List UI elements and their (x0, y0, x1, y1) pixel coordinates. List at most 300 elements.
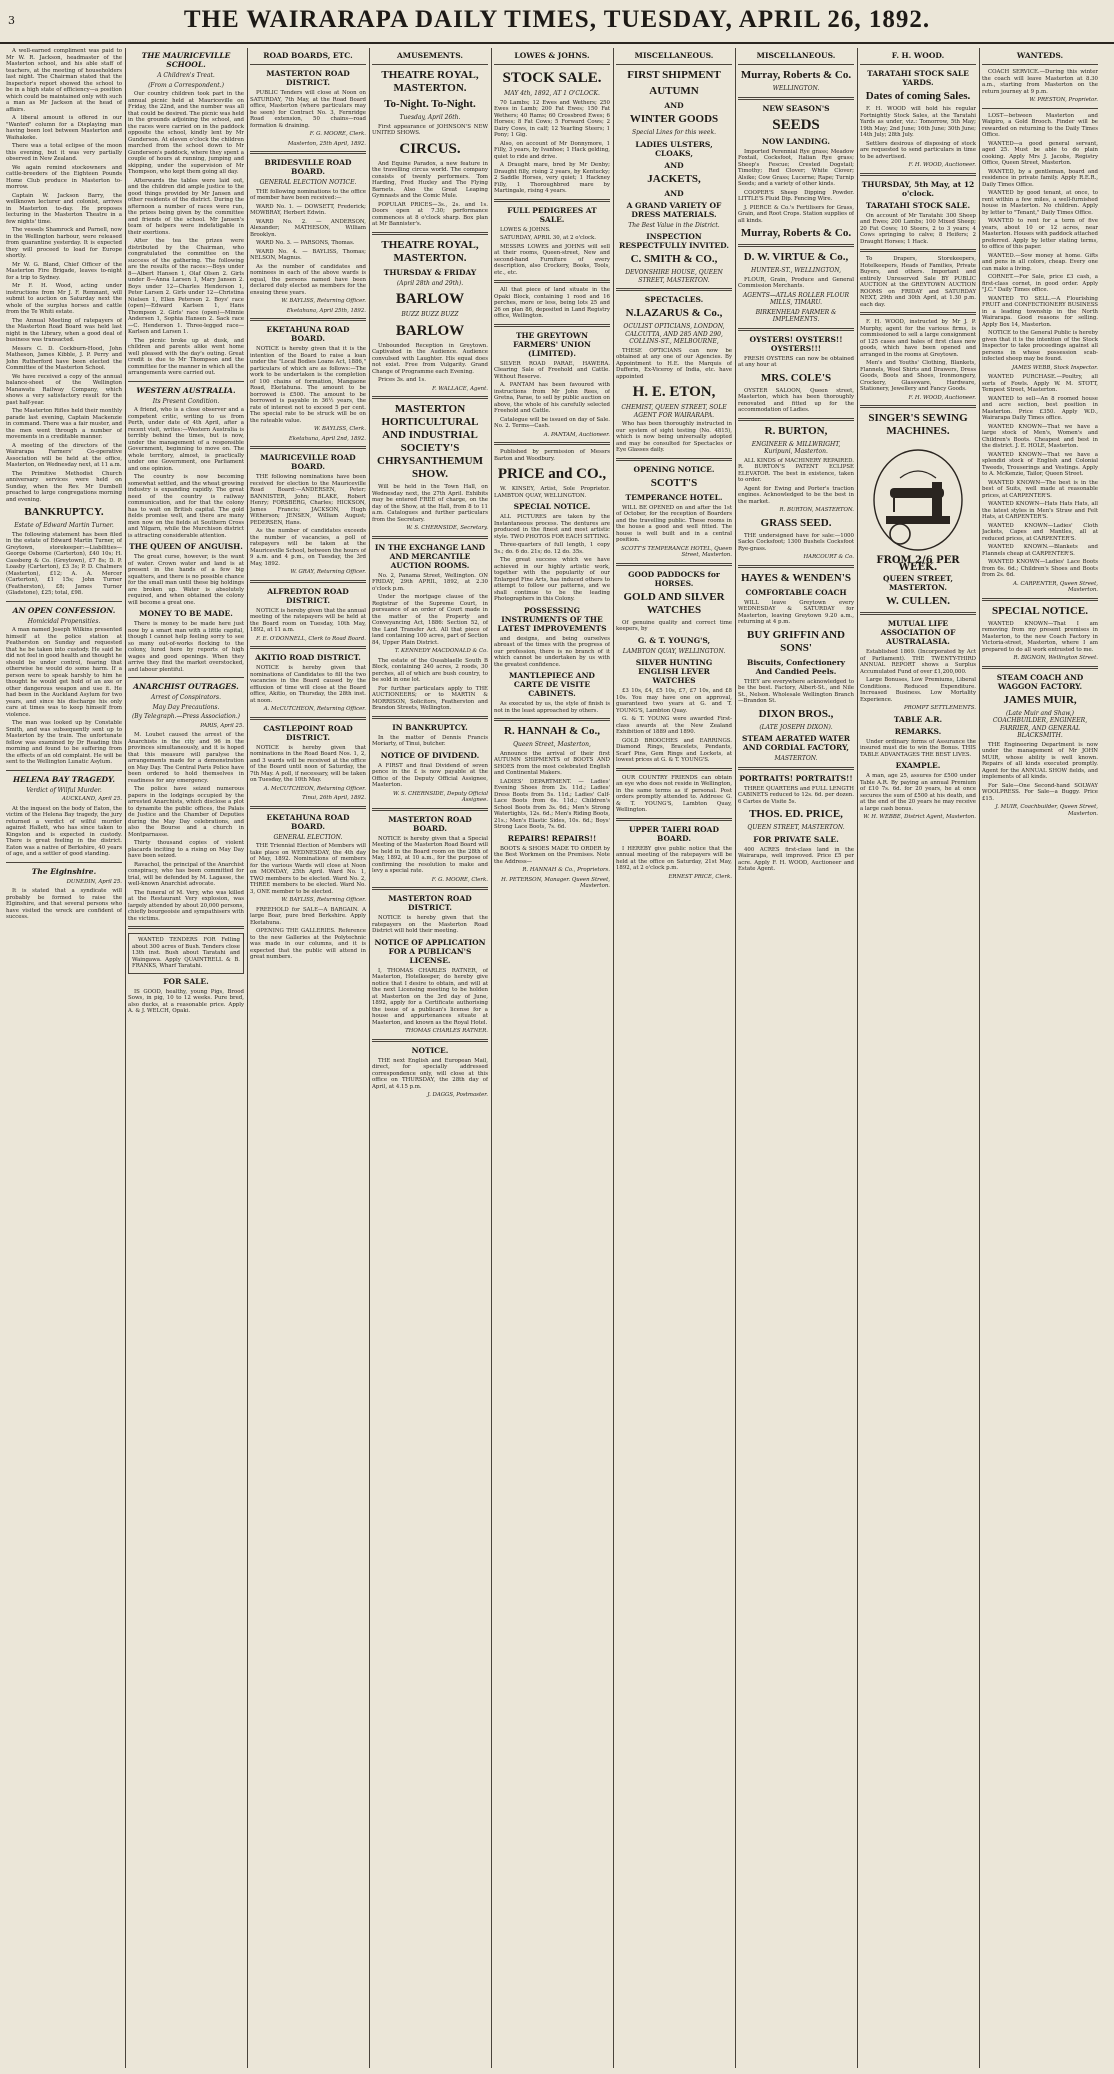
paragraph: THE undersigned have for sale:—1000 Sacks Cocksfoot; 1300 Bushels Cocksfoot Rye-grass. (738, 532, 854, 552)
paragraph: COOPER'S Sheep Dipping Powder. LITTLE'S Fluid Dip. Fencing Wire. (738, 189, 854, 202)
section-divider (494, 199, 610, 202)
section-heading: SILVER HUNTING ENGLISH LEVER WATCHES (635, 658, 713, 685)
column-local-news (6, 48, 122, 2068)
paragraph: FREEHOLD for SALE—A BARGAIN. A large Boar, pure bred Berkshire. Apply Eketahuna. (250, 906, 366, 926)
section-heading: W. CULLEN. (885, 595, 951, 607)
section-heading: AKITIO ROAD DISTRICT. (255, 653, 361, 662)
section-heading: MISCELLANEOUS. (634, 51, 714, 60)
paragraph: The man was looked up by Constable Smith, and was subsequently sent up to Masterton by the train. The unfortunate fellow was examined by Dr Reading this morning and found to be suffering from the effects of an old complaint. He will be sent to the Wellington Lunatic Asylum. (6, 720, 122, 765)
signature-line: W. S. CHERNSIDE, Secretary. (406, 525, 488, 531)
paragraph: At the inquest on the body of Eaton, the victim of the Helena Bay tragedy, the jury returned a verdict of wilful murder against Hallett, who has since taken to Kingston and is expected in custody. There is great feeling in the district. Eaton was a native of Berkshire, 40 years of age, and a settler of good standing. (6, 805, 122, 857)
subheading: May Day Precautions. (152, 703, 220, 711)
subheading: Special Lines for this week. (631, 129, 717, 136)
paragraph: A well-earned compliment was paid to Mr W. R. Jackson, headmaster of the Masterton school, and his able staff of teachers, at the meeting of householders last night. The Chairman stated that the Inspector's report showed the school to be in a high state of efficiency—a position which could be maintained only with such a man as Mr Jackson at the head of affairs. (6, 48, 122, 113)
section-heading: HELENA BAY TRAGEDY. (12, 774, 116, 784)
section-heading: BUY GRIFFIN AND SONS' (747, 628, 845, 654)
section-heading: N.LAZARUS & Co., (625, 307, 723, 319)
column-divider (491, 48, 492, 2068)
section-heading: REMARKS. (894, 726, 942, 736)
paragraph: WANTED, by a gentleman, board and residence in private family. Apply R.E.R., Daily Times Office. (982, 168, 1098, 188)
section-heading: C. SMITH & CO., (630, 253, 718, 265)
section-heading: EKETAHUNA ROAD BOARD. (266, 325, 350, 343)
paragraph: First appearance of JOHNSON'S NEW UNITED SHOWS. (372, 123, 488, 136)
section-heading: AND (664, 160, 684, 170)
column-divider (125, 48, 126, 2068)
paragraph: All that piece of land situate in the Opaki Block, containing 1 rood and 16 perches, more or less, being lots 25 and 26 on plan 86, deposited in Land Registry office, Wellington. (494, 287, 610, 319)
section-heading: JACKETS, (647, 172, 701, 185)
section-heading: MAURICEVILLE ROAD BOARD. (260, 453, 356, 471)
section-heading: THE QUEEN OF ANGUISH. (129, 542, 243, 551)
signature-line: DUNEDIN, April 25. (66, 878, 122, 885)
section-heading: EKETAHUNA ROAD BOARD. (266, 812, 350, 831)
section-heading: TEMPERANCE HOTEL. (625, 492, 723, 502)
paragraph: The Primitive Methodist Church anniversary services were held on Sunday, when the Rev. Mr Dumbell preached to large congregations morning and evening. (6, 470, 122, 503)
paragraph: The vessels Shamrock and Parnell, now in the Wellington harbour, were released from quarantine yesterday. It is expected they will proceed to load for Europe shortly. (6, 227, 122, 259)
paragraph: THEY are everywhere acknowledged to be the best. Factory, Albert-St., and Nile St., Nelson. Wholesale Wellington Branch—Brandon St. (738, 678, 854, 704)
section-heading: NOTICE. (411, 1045, 449, 1055)
paragraph: OPENING THE GALLERIES. Reference to the new Galleries at the Polytechnic was made in our columns, and it is expected that the public will attend in great numbers. (250, 928, 366, 960)
section-heading: TABLE A.R. (893, 714, 943, 724)
section-heading: MASTERTON ROAD DISTRICT. (388, 894, 472, 912)
section-heading: FIRST SHIPMENT (627, 69, 721, 81)
article-columns (6, 48, 1108, 2068)
section-heading: NEW SEASON'S (762, 103, 830, 113)
paragraph: POPULAR PRICES—3s., 2s. and 1s. Doors open at 7.30; performance commences at 8 o'clock sharp. Box plan at Mr Bannister's. (372, 201, 488, 227)
section-heading: LOWES & JOHNS. (514, 51, 590, 60)
section-heading: WANTEDS. (1016, 51, 1064, 60)
paragraph: A man named Joseph Wilkins presented himself at the police station at Featherston on Sunday and requested that he be taken into custody. He said he did not feel in good health and thought he should be under control, fearing that otherwise he would do some harm. If a person were to speak harshly to him he thought he would get hold of an axe or other dangerous weapon and use it. He had been in the Auckland Asylum for two years, and since his discharge his only care at times was to keep himself from violence. (6, 627, 122, 718)
signature-line: PARIS, April 25. (200, 722, 244, 729)
section-heading: NOTICE OF APPLICATION FOR A PUBLICAN'S LICENSE. (374, 937, 486, 965)
paragraph: J. PIERCE & Co.'s Fertilisers for Grass, Grain, and Root Crops. Station supplies of all kinds. (738, 204, 854, 224)
column-divider (247, 48, 248, 2068)
paragraph: Of genuine quality and correct time keepers, by (616, 619, 732, 632)
paragraph: WANTED by good tenant, at once, to rent within a few miles, a well-furnished house in Masterton. No children. Apply by letter to "Tenant," Daily Times Office. (982, 190, 1098, 216)
paragraph: NOTICE to the General Public is hereby given that it is the intention of the Stock Inspector to take proceedings against all persons in whose possession scab-infected sheep may be found. (982, 330, 1098, 362)
signature-line: F. G. MOORE, Clerk. (309, 131, 366, 137)
section-heading: SINGER'S SEWING MACHINES. (868, 412, 968, 437)
section-heading: MASTERTON ROAD DISTRICT. (266, 69, 350, 87)
paragraph: WARD No. 4. — BAYLISS, Thomas; NELSON, Magnus. (250, 248, 366, 261)
section-heading: MISCELLANEOUS. (756, 51, 836, 60)
paragraph: F. H. WOOD will hold his regular Fortnightly Stock Sales, at the Taratahi Yards as under, viz.: Tomorrow, 5th May; 19th May; 2nd June; 16th June; 30th June; 14th July; 28th July. (860, 106, 976, 138)
paragraph: On account of Mr Taratahi: 300 Sheep and Ewes; 200 Lambs; 100 Mixed Sheep; 20 Fat Cows; 10 Steers, 2 to 3 years; 4 Cows springing to calve; 8 Heifers; 2 Draught Horses; 1 Hack. (860, 212, 976, 245)
subheading: (From a Correspondent.) (148, 81, 224, 89)
paragraph: THE Triennial Election of Members will take place on WEDNESDAY, the 4th day of May, 1892. Nominations of members for the various Wards will close at Noon on MONDAY, 25th April. Ward No. 1, TWO members to be elected. Ward No. 2, THREE members to be elected. Ward No. 3, ONE member to be elected. (250, 843, 366, 895)
section-heading: MONEY TO BE MADE. (139, 609, 233, 618)
paragraph: WANTED PURCHASE.—Poultry, all sorts of Fowls. Apply W. M. STOTT, Tempest Street, Masterton. (982, 374, 1098, 393)
section-heading: R. BURTON, (764, 424, 828, 437)
section-heading: GOOD PADDOCKS for HORSES. (628, 569, 720, 588)
section-divider (250, 446, 366, 449)
paragraph: The funeral of M. Very, who was killed at the Restaurant Very explosion, was largely attended by about 20,000 persons, chiefly bourgeoisie and sympathisers with the victims. (128, 889, 244, 922)
paragraph: To Drapers, Storekeepers, Hotelkeepers, Heads of Families, Private Buyers, and others. Important and entirely Unreserved Sale BY PUBLIC AUCTION at the GREYTOWN AUCTION ROOMS on FRIDAY and SATURDAY NEXT, 29th and 30th April, at 1.30 p.m. each day. (860, 256, 976, 308)
section-heading: LADIES ULSTERS, CLOAKS, (635, 139, 713, 158)
paragraph: WARD No. 3. — PARSONS, Thomas. (256, 240, 355, 246)
section-divider (372, 396, 488, 399)
paragraph: There is money to be made here just now by a smart man with a little capital, though I cannot help feeling sorry to see so many out-of-works flocking to the colony, lured here by reports of high wages and good openings. When they arrive they find the market overstocked, and labour plentiful. (128, 621, 244, 673)
signature-line: JAMES WEBB, Stock Inspector. (1012, 364, 1098, 371)
column-rule (982, 108, 1098, 109)
signature-line: W. BAYLISS, Clerk. (313, 426, 366, 432)
paragraph: WARD No. 2. — ANDERSON, Alexander; MATHESON, William Brooklyn. (250, 218, 366, 238)
paragraph: THE next English and European Mail, direct, for specially addressed correspondence only, will close at this office on THURSDAY, the 28th day of April, at 4.15 p.m. (372, 1057, 488, 1090)
signature-line: R. BURTON, MASTERTON. (779, 507, 854, 513)
signature-line: R. HANNAH & Co., Proprietors. (522, 867, 610, 873)
column-mauriceville-school (128, 48, 244, 2068)
paragraph: Mr F. H. Wood, acting under instructions from Mr J. F. Remnant, will submit to auction on Saturday next the whole of the surplus horses and cattle from the Te Whiti estate. (6, 283, 122, 315)
section-heading: Murray, Roberts & Co. (740, 227, 852, 239)
section-heading: SPECTACLES. (644, 295, 704, 304)
section-divider (616, 458, 732, 461)
section-divider (860, 249, 976, 252)
paragraph: NOTICE is hereby given that the ratepayers on the Masterton Road District will hold their meeting. (372, 915, 488, 934)
paragraph: ALL KINDS of MACHINERY REPAIRED. R. BURTON'S PATENT ECLIPSE ELEVATOR. The best in existence, taken to order. (738, 457, 854, 483)
section-heading: H. E. ETON, (632, 384, 716, 400)
section-heading: STEAM COACH AND WAGGON FACTORY. (996, 672, 1084, 691)
section-divider (738, 244, 854, 247)
masthead (0, 0, 1114, 44)
section-heading: AUTUMN (649, 85, 699, 97)
subheading: (April 28th and 29th). (396, 279, 464, 287)
paragraph: A friend, who is a close observer and a competent critic, writing to us from Perth, under date of 4th April, after a recent visit, writes:—Western Australia is terribly behind the times, but is now, under the management of a responsible Government, beginning to move on. The whole territory, almost, is practically under one Government, one Parliament and one opinion. (128, 407, 244, 472)
column-lowes-johns (494, 48, 610, 2068)
paragraph: Settlers desirous of disposing of stock are requested to send particulars in time to be advertised. (860, 140, 976, 160)
paragraph: As executed by us, the style of finish is not in the least approached by others. (494, 701, 610, 714)
paragraph: THE Engineering Department is now under the management of Mr JOHN MUIR, whose ability is well known. Repairs of all kinds executed promptly. Agent for the ANNUAL SHOW fields, and implements of all kinds. (982, 741, 1098, 780)
section-heading: EXAMPLE. (895, 761, 941, 770)
paragraph: Prices 3s. and 1s. (378, 377, 426, 383)
section-divider (738, 565, 854, 568)
section-heading: INSPECTION RESPECTFULLY INVITED. (618, 232, 729, 250)
subheading: DEVONSHIRE HOUSE, QUEEN STREET, MASTERTON. (625, 269, 723, 284)
paragraph: Afterwards the tables were laid out, and the children did ample justice to the good things provided by Mr Jansen and other residents of the district. During the afternoon a number of races were run, the prizes being given by the committee and friends of the school. Mr Jansen's team of helpers were indefatigable in their exertions. (128, 177, 244, 236)
signature-line: ERNEST PRICE, Clerk. (668, 873, 732, 880)
paragraph: OYSTER SALOON, Queen street, Masterton, which has been thoroughly renovated and fitted up for the accommodation of Ladies. (738, 387, 854, 413)
signature-line: J. DAGGS, Postmaster. (427, 1092, 488, 1098)
signature-line: F. H. WOOD, Auctioneer. (908, 394, 976, 401)
paragraph: The country is now becoming somewhat settled, and the wheat growing industry is expanding rapidly. The great need of the country is railway communication, and for that the colony has to wait on British capital. The gold fields promise well, and there are many men now on the fields at Southern Cross and Yilgarn, while the Murchison district is attracting considerable attention. (128, 474, 244, 539)
paragraph: SILVER ROAD PARAE, HAWERA. Clearing Sale of Freehold and Cattle. Without Reserve. (494, 360, 610, 380)
sewing-price-caption: FROM 2/6 PER WEEK. (876, 555, 960, 573)
section-heading: THURSDAY & FRIDAY (383, 267, 477, 277)
paragraph: There was a total eclipse of the moon this evening, but it was very partially observed in New Zealand. (6, 143, 122, 162)
paragraph: Large Bonuses, Low Premiums, Liberal Conditions. Reduced Expenditure. Increased Business. Low Mortality Experience. (860, 677, 976, 703)
paragraph: Thirty thousand copies of violent placards inciting to a rising on May Day have been seized. (128, 840, 244, 859)
section-heading: REPAIRS! REPAIRS!! (507, 833, 597, 843)
paragraph: As the number of candidates exceeds the number of vacancies, a poll of ratepayers will be taken at the Mauriceville School, between the hours of 9 a.m. and 4 p.m., on Tuesday, the 3rd May, 1892. (250, 528, 366, 567)
signature-line: F. WALLACE, Agent. (432, 385, 488, 392)
section-heading: R. HANNAH & Co., (504, 725, 600, 737)
paragraph: MESSRS LOWES and JOHNS will sell at their rooms, Queen-street, New and second-hand Furniture of every description, also Crockery, Books, Tools, etc., etc. (494, 243, 610, 276)
column-divider (613, 48, 614, 2068)
section-heading: SEEDS (772, 116, 820, 133)
signature-line: A. McCUTCHEON, Returning Officer. (263, 706, 366, 712)
section-divider (494, 718, 610, 721)
section-heading: NOTICE OF DIVIDEND. (380, 750, 480, 760)
paragraph: It is stated that a syndicate will probably be formed to raise the Elginshire, and that several persons who have visited the wreck are confident of success. (6, 888, 122, 920)
paragraph: Three-quarters of full length, 1 copy 5s.; do. 6 do. 21s; do. 12 do. 35s. (494, 542, 610, 555)
paragraph: CORNET.—For Sale, price £3 cash, a first-class cornet, in good order. Apply "J.C." Daily Times office. (982, 274, 1098, 293)
paragraph: 400 ACRES first-class land in the Wairarapa, well improved. Price £5 per acre. Apply F. H. WOOD, Auctioneer and Estate Agent. (738, 846, 854, 872)
section-divider (372, 887, 488, 890)
section-heading: SPECIAL NOTICE. (992, 604, 1088, 617)
paragraph: WANTED KNOWN—That we have a large stock of Men's, Women's and Children's Boots. Cheapest and best in the district. J. E. HOLE, Masterton. (982, 423, 1098, 449)
section-divider (738, 97, 854, 100)
paragraph: Announce the arrival of their first AUTUMN SHIPMENTS of BOOTS AND SHOES from the most celebrated English and Continental Makers. (494, 750, 610, 776)
section-heading: F. H. WOOD. (891, 51, 945, 60)
subheading: Homicidal Propensities. (27, 617, 101, 625)
paragraph: WANTED KNOWN—That I am removing from my present premises in Masterton, to the new Coach Factory in Victoria-street, Masterton, where I am prepared to do all work entrusted to me. (982, 620, 1098, 653)
paragraph: NOTICE is hereby given that nominations of Candidates to fill the two vacancies in the Board caused by the effluxion of time will close at the Board office, Akitio, on Thursday, the 28th inst. at noon. (250, 665, 366, 704)
paragraph: I, THOMAS CHARLES RATNER, of Masterton, Hotelkeeper, do hereby give notice that I desire to obtain, and will at the next Licensing meeting to be holden at Masterton on the 3rd day of June, 1892, apply for a Certificate authorising the issue of a publican's license for a house and appurtenances situate at Masterton, and known as the Royal Hotel. (372, 967, 488, 1026)
section-heading: IN THE EXCHANGE LAND AND MERCANTILE AUCTION ROOMS. (374, 542, 486, 570)
paragraph: As the number of candidates and nominees in each of the above wards is equal, the persons named have been declared duly elected as members for the ensuing three years. (250, 263, 366, 296)
section-divider (738, 328, 854, 331)
paragraph: LOWES & JOHNS. (500, 226, 551, 233)
signature-line: F. E. O'DONNELL, Clerk to Road Board. (256, 635, 366, 642)
signature-line: W. S. CHERNSIDE, Deputy Official Assignee. (393, 790, 488, 803)
signature-line: A. PANTAM, Auctioneer. (543, 431, 610, 438)
paragraph: 70 Lambs; 12 Ewes and Wethers; 250 Ewes in Lamb; 200 Fat Ewes; 150 Fat Wethers; 40 Rams; 60 Crossbred Ewes; 6 Horses; 8 Fat Cows; 5 Forward Cows; 2 Dairy Cows, in calf; 12 Yearling Steers; 1 Pony; 1 Gig. (494, 99, 610, 138)
subheading: LAMBTON QUAY, WELLINGTON. (622, 647, 726, 655)
sewing-machine-icon (870, 442, 966, 554)
paragraph: WILL BE OPENED on and after the 1st of October, for the reception of Boarders and the travelling public. These rooms in the house a good and well fitted. The house is well built and in a central position. (616, 504, 732, 543)
paragraph: A meeting of the directors of the Wairarapa Farmers' Co-operative Association will be held at the office, Masterton, on Wednesday next, at 11 a.m. (6, 442, 122, 468)
section-divider (860, 612, 976, 615)
paragraph: Under the mortgage clause of the Registrar of the Supreme Court, in pursuance of an order of Court made in the matter of the Property and Conveyancing Act, 1886: Section 52, of the Land Transfer Act. All that piece of land containing 100 acres, part of Section 84, Upper Plain District. (372, 594, 488, 646)
column-divider (979, 48, 980, 2068)
paragraph: NOTICE is hereby given that a Special Meeting of the Masterton Road Board will be held in the Board room on the 28th of May, 1892, at 10 a.m., for the purpose of confirming the resolution to make and levy a special rate. (372, 835, 488, 874)
section-heading: ROAD BOARDS, ETC. (263, 51, 353, 60)
section-heading: ANARCHIST OUTRAGES. (133, 682, 239, 691)
signature-line: J. MUIR, Coachbuilder, Queen Street, Masterton. (995, 804, 1098, 817)
paragraph: WARD No. 1. — DOWSETT, Frederick; MOWBRAY, Herbert Edwin. (250, 203, 366, 216)
subheading: Verdict of Wilful Murder. (26, 786, 102, 794)
section-heading: HAYES & WENDEN'S (740, 571, 852, 584)
paragraph: WANTED—a good general servant, aged 25. Must be able to do plain cooking. Apply Mrs J. Jacobs, Registry Office, Queen Street, Masterton. (982, 140, 1098, 166)
paragraph: No. 2, Panama Street, Wellington. ON FRIDAY, 29th APRIL, 1892, at 2.30 o'clock p.m. (372, 572, 488, 592)
subheading: GENERAL ELECTION. (273, 833, 343, 841)
paragraph: In the matter of Dennis Francis Moriarty, of Tinui, butcher. (372, 734, 488, 747)
paragraph: WANTED to sell—An 8 roomed house and acre section, best position in Masterton. Price £350. Apply W.D., Wairarapa Daily Times office. (982, 395, 1098, 421)
paragraph: A. PANTAM has been favoured with instructions from Mr John Rees, of Gretna, Parae, to sell by public auction on above, the whole of his carefully selected Freehold and Cattle. (494, 382, 610, 414)
paragraph: I HEREBY give public notice that the annual meeting of the ratepayers will be held at the office on Saturday, 21st May, 1892, at 2 o'clock p.m. (616, 845, 732, 871)
paragraph: NOTICE is hereby given that nominations in the Road Board Nos. 1, 2, and 3 wards will be received at the office of the Board until noon of Saturday, the 7th May. A poll, if necessary, will be taken on Tuesday, the 10th May. (250, 744, 366, 783)
paragraph: Imported Perennial Rye grass; Meadow Foxtail, Cocksfoot, Italian Rye grass; Sheep's Fescue; Crested Dogstail; Timothy; Red Clover; White Clover; Alsike; Cow Grass; Lucerne; Rape; Turnip Seeds; and a variety of other kinds. (738, 148, 854, 187)
paragraph: G. & T. YOUNG were awarded First-class awards at the New Zealand Exhibition of 1889 and 1890. (616, 716, 732, 735)
paragraph: PUBLIC Tenders will close at Noon on SATURDAY, 7th May, at the Road Board office, Masterton (where particulars may be seen) for Contract No. 3, Fernridge Road extension, 50 chains—road formation & draining. (250, 90, 366, 129)
section-heading: DIXON BROS., (758, 707, 834, 720)
column-rule (616, 64, 732, 65)
section-divider (738, 418, 854, 421)
signature-line: PROMPT SETTLEMENTS. (904, 705, 976, 711)
paragraph: SATURDAY, APRIL 30, at 2 o'clock. (500, 235, 597, 241)
paragraph: A FIRST and final Dividend of seven pence in the £ is now payable at the Office of the Deputy Official Assignee, Masterton. (372, 762, 488, 788)
section-heading: POSSESSING INSTRUMENTS OF THE LATEST IMPROVEMENTS (497, 605, 607, 633)
section-heading: AND (664, 101, 684, 110)
paragraph: Under ordinary forms of Assurance the insured must die to win the Bonus. THIS TABLE ADVANTAGES THE BEST LIVES. (860, 738, 976, 758)
paragraph: WANTED.—Sow money at home. Gifts and pens in all colors, cheap. Every one can make a living. (982, 252, 1098, 272)
section-heading: THE GREYTOWN FARMERS' UNION (LIMITED). (513, 330, 591, 358)
section-heading: MANTLEPIECE AND CARTE DE VISITE CABINETS. (509, 671, 595, 698)
section-divider (616, 818, 732, 821)
paragraph: WANTED TO SELL.—A Flourishing FRUIT and CONFECTIONERY BUSINESS in a leading township in the North Wairarapa. Good reasons for selling. Apply Box 14, Masterton. (982, 295, 1098, 328)
subheading: (LATE JOSEPH DIXON). (759, 723, 833, 731)
paragraph: Agent for Ewing and Porter's traction engines. Acknowledged to be the best in the market. (738, 485, 854, 505)
paragraph: NOTICE is hereby given that the annual meeting of the ratepayers will be held at the Board room on Tuesday, 10th May, 1892, at 11 a.m. (250, 607, 366, 633)
section-divider (982, 598, 1098, 601)
section-heading: CIRCUS. (399, 140, 461, 157)
section-divider (860, 405, 976, 408)
section-divider (372, 232, 488, 235)
section-heading: GRASS SEED. (760, 516, 832, 529)
section-divider (128, 926, 244, 929)
boxed-advertisement: WANTED TENDERS FOR Felling about 300 acres of Bush. Tenders close 13th inst. Bush about Taratahi and Waingawa. Apply QUAINTRELL & B. FRANKS, Wharf Taratahi. (128, 933, 244, 974)
section-heading: BANKRUPTCY. (24, 506, 104, 518)
signature-line: W. BAYLISS, Returning Officer. (281, 897, 366, 903)
section-divider (494, 442, 610, 445)
signature-line: HARCOURT & Co. (803, 554, 854, 560)
paragraph: OUR COUNTRY FRIENDS can obtain an eye who does not reside in Wellington, in the same terms as if personal. Post orders promptly attended to. Address: G. & T. YOUNG'S, Lambton Quay, Wellington. (616, 774, 732, 813)
paragraph: BOOTS & SHOES MADE TO ORDER by the Best Workmen on the Premises. Note the Address— (494, 845, 610, 865)
section-heading: THEATRE ROYAL, MASTERTON. (381, 69, 479, 94)
section-heading: THE MAURICEVILLE SCHOOL. (141, 51, 231, 69)
subheading: (Late Muir and Shaw,) COACHBUILDER, ENGINEER, FARRIER, AND GENERAL BLACKSMITH. (992, 709, 1088, 739)
signature-line: F. H. WOOD, Auctioneer. (908, 162, 976, 168)
paragraph: £3 10s, £4, £5 10s, £7, £7 10s, and £8 10s. You may have one on approval, guaranteed two years at G. and T. YOUNG'S, Lambton Quay. (616, 688, 732, 714)
paragraph: and designs, and being ourselves abreast of the times with the progress of our profession, there is no branch of it which cannot be undertaken by us with the greatest confidence. (494, 635, 610, 668)
section-heading: PORTRAITS! PORTRAITS!! (739, 773, 853, 783)
signature-line: Tinui, 26th April, 1892. (302, 795, 366, 801)
section-heading: THEATRE ROYAL, MASTERTON. (381, 238, 479, 264)
subheading: AGENTS—ATLAS ROLLER FLOUR MILLS, TIMARU. (742, 291, 850, 306)
section-heading: BARLOW (395, 322, 465, 339)
section-divider (860, 312, 976, 315)
column-road-boards (250, 48, 366, 2068)
paragraph: We again remind stockowners and cattle-breeders of the Eighteen Pounds Home Club produce in Masterton to-morrow. (6, 164, 122, 190)
paragraph: COACH SERVICE.—During this winter the coach will leave Masterton at 8.30 a.m., starting from Masterton on the return journey at 9 p.m. (982, 69, 1098, 95)
column-divider (857, 48, 858, 2068)
subheading: GENERAL ELECTION NOTICE. (259, 179, 357, 186)
subheading: A Children's Treat. (157, 72, 215, 79)
subheading: ENGINEER & MILLWRIGHT, Kuripuni, Masterton. (751, 440, 841, 455)
section-divider (372, 716, 488, 719)
column-rule (372, 64, 488, 65)
section-divider (372, 536, 488, 539)
section-divider (616, 563, 732, 566)
paragraph: NOTICE is hereby given that it is the intention of the Board to raise a loan under the "Local Bodies Loans Act, 1886," particulars of which are as follows:—The work to be undertaken is the completion of 100 chains of formation, Mangaone Road, Eketahuna. The amount to be borrowed is £500. The amount to be borrowed is payable in 36½ years, the rate of interest not to exceed 5 per cent. The special rate to be struck will be on the rateable value. (250, 346, 366, 424)
section-heading: The Eiginshire. (31, 866, 97, 876)
paragraph: The picnic broke up at dusk, and children and parents alike went home well pleased with the day's outing. Great credit is due to Mr Thompson and the committee for the manner in which all the arrangements were carried out. (128, 337, 244, 376)
paragraph: The following statement has been filed in the estate of Edward Martin Turner, of Greytown, storekeeper:—Liabilities—George Osborne (Carterton), £40 10s; H. Cassberg & Co. (Greytown), £7 8s; D. P. Loasby (Carterton), £3 3s; P. D. Chalmers (Masterton), £12; A. A. Mercer (Carterton), £1 15s; John Turner (Featherston), £8; James Turner (Gladstone), £25; total, £98. (6, 531, 122, 596)
paragraph: LADIES' DEPARTMENT. — Ladies' Evening Shoes from 2s. 11d.; Ladies' Dress Boots from 5s. 11d.; Ladies' Calf-Lace Boots from 6s. 11d.; Children's School Boots from 3s. 6d.; Men's Strong Watertights, 12s. 6d.; Men's Riding Boots, 21s.; Men's Elastic Sides, 10s. 6d.; Boys' Strong Lace Boots, 7s. 6d. (494, 778, 610, 830)
signature-line: W. PRESTON, Proprietor. (1029, 97, 1098, 103)
paragraph: The great success which we have achieved in our highly artistic work, together with the popularity of our Enlarged Fine Arts, has induced others to attempt to follow our patterns, and we shall continue to be the leading Photographers in this Colony. (494, 557, 610, 602)
section-heading: AND (664, 188, 684, 198)
column-rule (128, 677, 244, 678)
section-divider (250, 806, 366, 809)
section-heading: FOR PRIVATE SALE. (753, 834, 839, 844)
section-heading: Biscuits, Confectionery And Candied Peels. (746, 657, 846, 676)
signature-line: R. BIGNON, Wellington Street. (1013, 655, 1098, 661)
section-heading: STOCK SALE. (502, 70, 602, 86)
section-divider (616, 768, 732, 771)
column-rule (6, 601, 122, 602)
section-heading: BARLOW (395, 291, 465, 307)
section-divider (250, 318, 366, 321)
subheading: Queen Street, Masterton, (513, 741, 591, 748)
section-heading: OYSTERS! OYSTERS!! OYSTERS!!! (749, 334, 843, 353)
subheading: OCULIST OPTICIANS, LONDON, CALCUTTA, AND 285 AND 290, COLLINS-ST., MELBOURNE, (623, 323, 725, 345)
section-heading: G. & T. YOUNG'S, (637, 635, 711, 645)
section-heading: SCOTT'S (650, 476, 698, 489)
section-heading: MASTERTON ROAD BOARD. (388, 814, 472, 833)
paragraph: Captain W. Jackson Barry, the wellknown lecturer and colonist, arrives in Masterton to-day. He proposes lecturing in the Masterton Theatre in a few nights' time. (6, 192, 122, 225)
column-rule (860, 64, 976, 65)
paragraph: THESE OPTICIANS can now be obtained at any one of our Agencies. By Appointment to H.E. the Marquis of Dufferin, Ex-Viceroy of India, etc. have appointed (616, 347, 732, 380)
column-rule (738, 64, 854, 65)
column-amusements (372, 48, 488, 2068)
paragraph: A liberal amount is offered in our "Wanted" column for a Displaying man having been lost between Masterton and Waihakeke. (6, 115, 122, 141)
section-heading: MRS. COLE'S (760, 371, 832, 384)
column-rule (6, 862, 122, 863)
section-divider (738, 767, 854, 770)
section-heading: BRIDESVILLE ROAD BOARD. (264, 158, 352, 176)
section-divider (372, 808, 488, 811)
signature-line: Masterton, 25th April, 1892. (287, 140, 366, 147)
paragraph: LOST—between Masterton and Waipiro, a Gold Brooch. Finder will be rewarded on returning to the Daily Times Office. (982, 112, 1098, 138)
column-rule (6, 770, 122, 771)
paragraph: F. H. WOOD, instructed by Mr J. P. Murphy, agent for the various firms, is commissioned to sell a large consignment of 125 cases and bales of first class new goods, which have been opened and arranged in the rooms at Greytown. (860, 319, 976, 358)
paragraph: IS GOOD, healthy, young Pigs, Brood Sows, in pig, 10 to 12 weeks. Pure bred, also ducks, at a reasonable price. Apply A. & J. WELCH, Opaki. (128, 988, 244, 1014)
section-heading: Murray, Roberts & Co. (740, 69, 852, 81)
paragraph: WANTED KNOWN.—Blankets and Flannels cheap at CARPENTER'S. (982, 544, 1098, 557)
signature-line: H. PETERSON, Manager. Queen Street, Masterton. (501, 876, 610, 889)
section-divider (494, 280, 610, 283)
section-divider (250, 151, 366, 154)
paragraph: Published by permission of Messrs Barton and Woodbury. (494, 449, 610, 462)
column-rule (982, 64, 1098, 65)
subheading: MAY 4th, 1892, AT 1 O'CLOCK. (504, 90, 600, 97)
section-heading: TARATAHI STOCK SALE YARDS. (867, 69, 969, 87)
paragraph: A Draught mare, bred by Mr Denby; Draught filly, rising 2 years, by Kentucky; 2 Saddle Horses, very quiet; 1 Hackney Filly, 1 Thoroughbred mare by Martingale, rising 4 years. (494, 162, 610, 194)
section-heading: AMUSEMENTS. (396, 51, 463, 60)
paragraph: WANTED KNOWN—That we have a splendid stock of English and Colonial Tweeds, Trouserings and Vestings. Apply to A. McKenzie, Tailor, Queen Street. (982, 451, 1098, 477)
section-heading: WINTER GOODS (629, 113, 719, 125)
section-heading: TARATAHI STOCK SALE. (865, 200, 971, 210)
section-divider (372, 1039, 488, 1042)
subheading: CHEMIST, QUEEN STREET, SOLE AGENT FOR WAIRARAPA. (621, 404, 727, 419)
paragraph: The Annual Meeting of ratepayers of the Masterton Road Board was held last night in the Library, when a good deal of business was transacted. (6, 317, 122, 343)
section-heading: Dates of coming Sales. (865, 90, 971, 102)
paragraph: For further particulars apply to THE AUCTIONEERS; or to MARTIN & MORRISON, Solicitors, Featherston and Brandon Streets, Wellington. (372, 685, 488, 711)
paragraph: THREE QUARTERS and FULL LENGTH CABINETS reduced to 12s. 6d. per dozen. 6 Cartes de Visite 5s. (738, 785, 854, 805)
subheading: Arrest of Conspirators. (151, 694, 221, 701)
paragraph: The police have seized numerous papers in the lodgings occupied by the arrested Anarchists, which disclose a plot to dynamite the public offices, the Palais de Justice and the Chamber of Deputies during the May Day celebrations, and also the Bourse and a church in Montparnasse. (128, 786, 244, 838)
section-divider (494, 324, 610, 327)
paragraph: The Masterton Rifles held their monthly parade last evening, Captain Mackenzie in command. There was a fair muster, and the men went through a number of movements in a creditable manner. (6, 408, 122, 440)
section-heading: A GRAND VARIETY OF DRESS MATERIALS. (626, 200, 722, 219)
section-heading: SPECIAL NOTICE. (513, 502, 591, 511)
paragraph: Established 1869. (Incorporated by Act of Parliament). THE TWENTY-THIRD ANNUAL REPORT shows a Surplus Accumulated Fund of over £1,200,000. (860, 649, 976, 675)
subheading: Estate of Edward Martin Turner. (14, 522, 114, 529)
signature-line: W. BAYLISS, Returning Officer. (281, 298, 366, 304)
column-miscellaneous-1 (616, 48, 732, 2068)
subheading: The Best Value in the District. (628, 221, 720, 229)
paragraph: We have received a copy of the annual balance-sheet of the Wellington Manawatu Railway Company, which shows a very satisfactory result for the past half-year. (6, 373, 122, 406)
column-miscellaneous-2 (738, 48, 854, 2068)
